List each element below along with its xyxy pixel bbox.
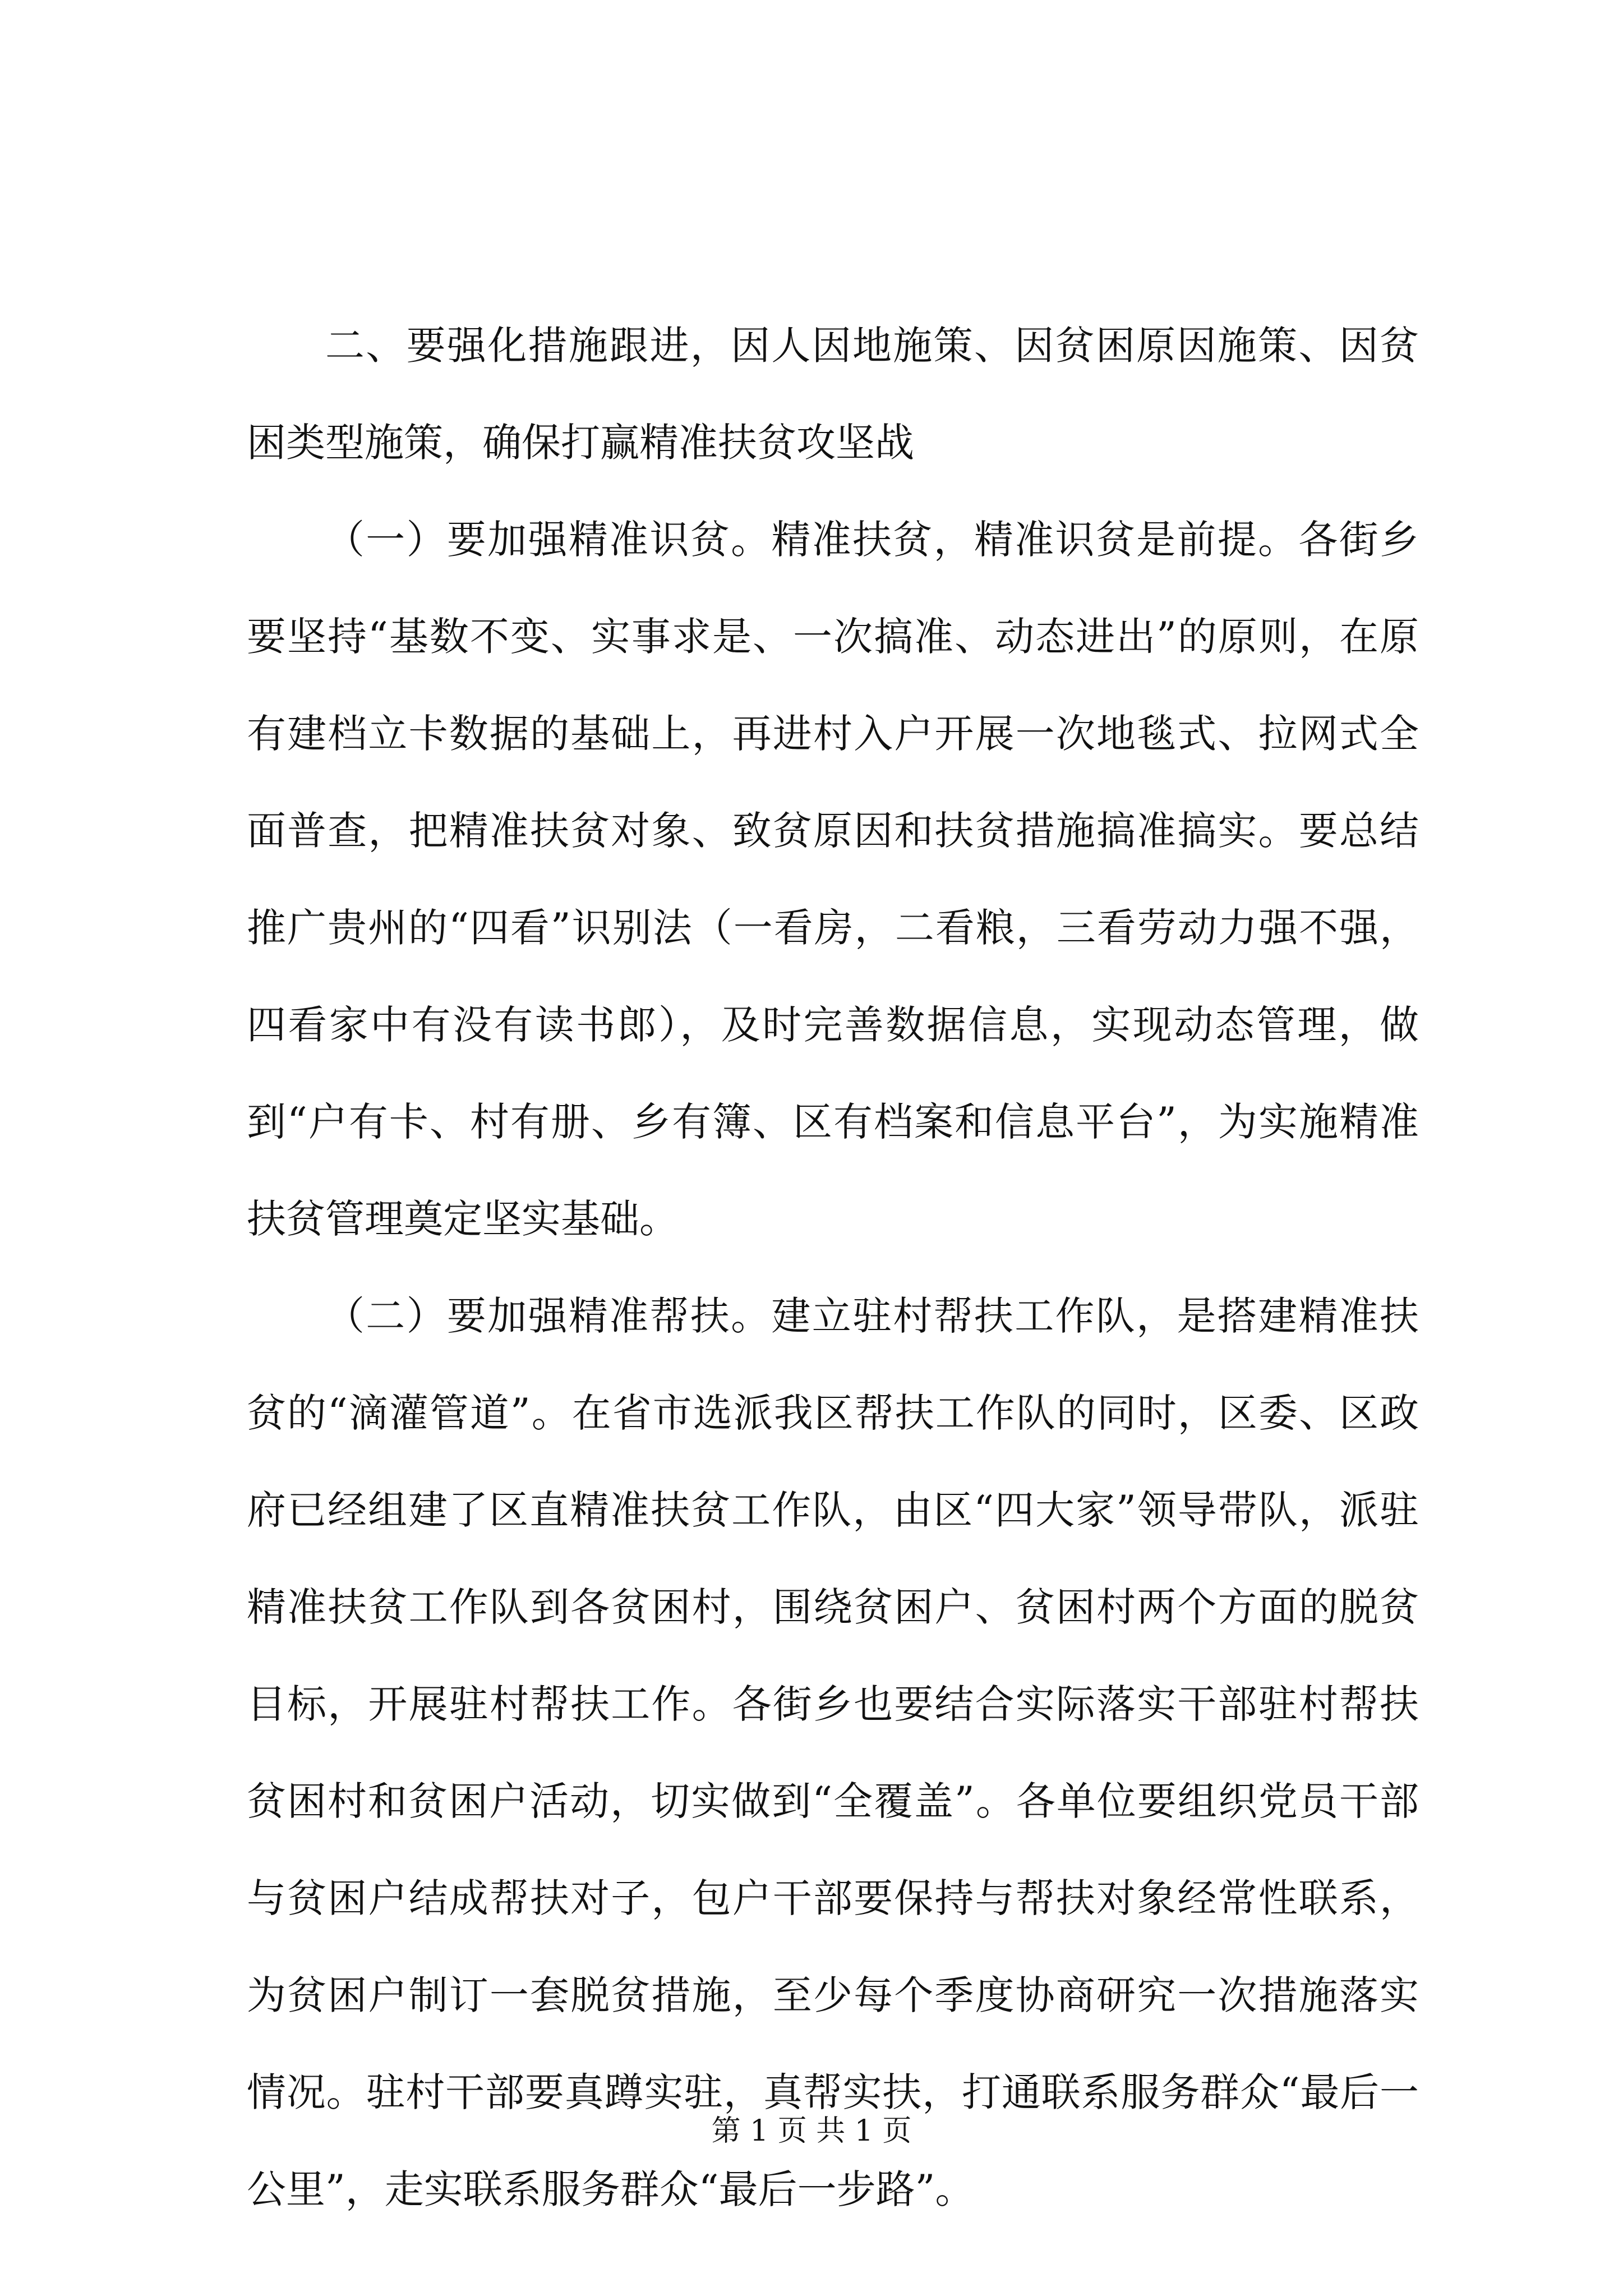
- document-body: [247, 297, 1419, 2238]
- paragraph-precise-identification: （一）要加强精准识贫。精准扶贫，精准识贫是前提。各街乡要坚持“基数不变、实事求是、一次搞准、动态进出”的原则，在原有建档立卡数据的基础上，再进村入户开展一次地毯式、拉网式全面普查，把精准扶贫对象、致贫原因和扶贫措施搞准搞实。要总结推广贵州的“四看”识别法（一看房，二看粮，三看劳动力强不强，四看家中有没有读书郎），及时完善数据信息，实现动态管理，做到“户有卡、村有册、乡有簿、区有档案和信息平台”，为实施精准扶贫管理奠定坚实基础。: [247, 517, 1419, 1242]
- page-footer: 第 1 页 共 1 页: [711, 2114, 912, 2148]
- section-heading: 二、要强化措施跟进，因人因地施策、因贫困原因施策、因贫困类型施策，确保打赢精准扶贫攻坚战: [247, 323, 1419, 466]
- paragraph-precise-assistance: （二）要加强精准帮扶。建立驻村帮扶工作队，是搭建精准扶贫的“滴灌管道”。在省市选派我区帮扶工作队的同时，区委、区政府已经组建了区直精准扶贫工作队，由区“四大家”领导带队，派驻精准扶贫工作队到各贫困村，围绕贫困户、贫困村两个方面的脱贫目标，开展驻村帮扶工作。各街乡也要结合实际落实干部驻村帮扶贫困村和贫困户活动，切实做到“全覆盖”。各单位要组织党员干部与贫困户结成帮扶对子，包户干部要保持与帮扶对象经常性联系，为贫困户制订一套脱贫措施，至少每个季度协商研究一次措施落实情况。驻村干部要真蹲实驻，真帮实扶，打通联系服务群众“最后一公里”，走实联系服务群众“最后一步路”。: [247, 1293, 1419, 2212]
